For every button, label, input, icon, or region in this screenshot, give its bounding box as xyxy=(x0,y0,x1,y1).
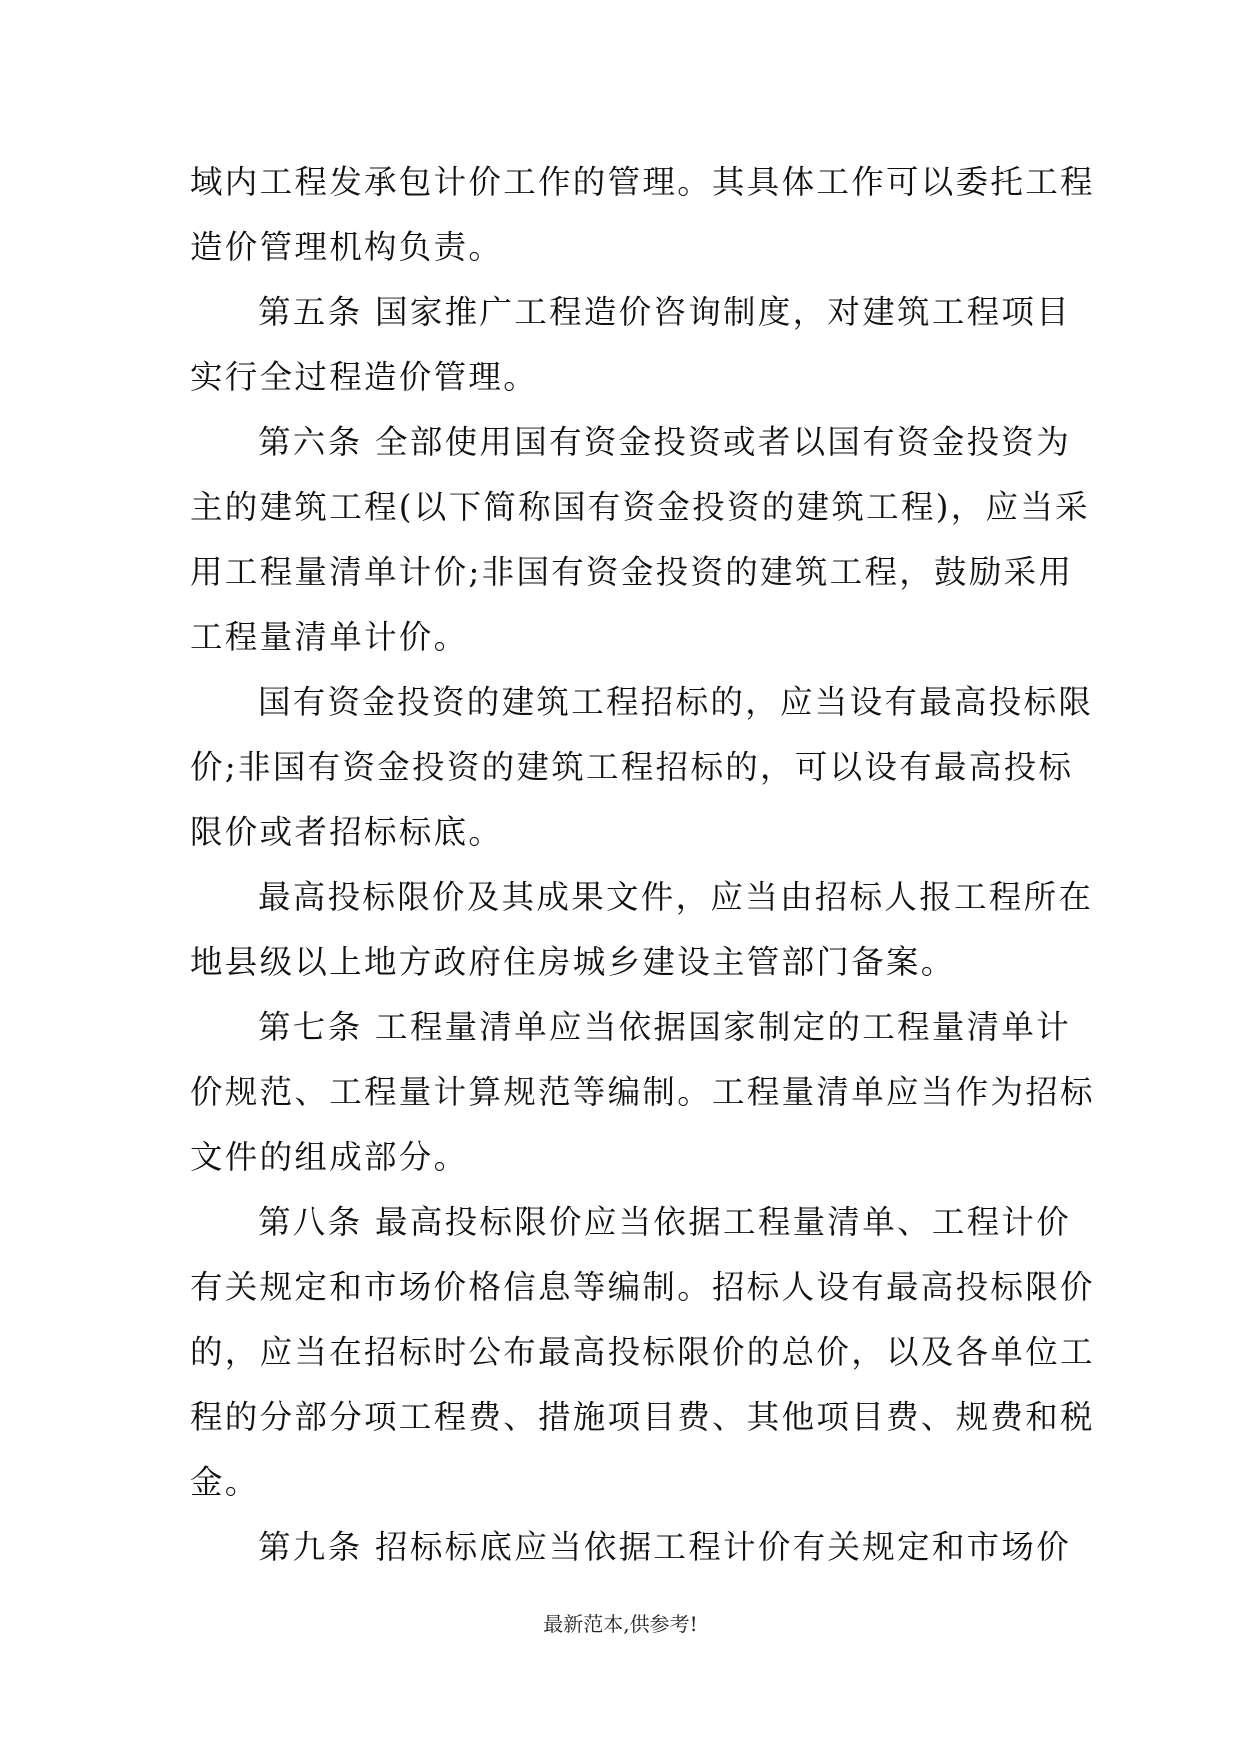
paragraph xyxy=(190,280,1072,410)
paragraph xyxy=(190,865,1094,995)
text-line: 文件的组成部分。 xyxy=(190,1138,469,1176)
text-line: 价;非国有资金投资的建筑工程招标的，可以设有最高投标 xyxy=(190,748,1074,786)
text-line: 主的建筑工程(以下简称国有资金投资的建筑工程)，应当采 xyxy=(190,488,1090,526)
text-line: 造价管理机构负责。 xyxy=(190,228,504,266)
text-line: 金。 xyxy=(190,1463,260,1501)
paragraph xyxy=(190,1190,1095,1515)
text-line: 的，应当在招标时公布最高投标限价的总价，以及各单位工 xyxy=(190,1333,1095,1371)
text-line: 价规范、工程量计算规范等编制。工程量清单应当作为招标 xyxy=(190,1073,1095,1111)
text-line: 限价或者招标标底。 xyxy=(190,813,504,851)
text-line: 国有资金投资的建筑工程招标的，应当设有最高投标限 xyxy=(258,683,1094,721)
text-line: 第七条 工程量清单应当依据国家制定的工程量清单计 xyxy=(258,1008,1072,1046)
text-line: 最高投标限价及其成果文件，应当由招标人报工程所在 xyxy=(258,878,1094,916)
paragraph xyxy=(190,1515,1072,1580)
text-line: 实行全过程造价管理。 xyxy=(190,358,539,396)
page-footer: 最新范本,供参考! xyxy=(543,1612,698,1636)
paragraph xyxy=(190,410,1090,670)
text-line: 工程量清单计价。 xyxy=(190,618,469,656)
text-line: 第六条 全部使用国有资金投资或者以国有资金投资为 xyxy=(258,423,1072,461)
paragraph xyxy=(190,995,1095,1190)
text-line: 第八条 最高投标限价应当依据工程量清单、工程计价 xyxy=(258,1203,1072,1241)
document-body xyxy=(190,150,1095,1580)
text-line: 用工程量清单计价;非国有资金投资的建筑工程，鼓励采用 xyxy=(190,553,1074,591)
text-line: 程的分部分项工程费、措施项目费、其他项目费、规费和税 xyxy=(190,1398,1095,1436)
text-line: 域内工程发承包计价工作的管理。其具体工作可以委托工程 xyxy=(190,163,1095,201)
paragraph xyxy=(190,670,1094,865)
text-line: 地县级以上地方政府住房城乡建设主管部门备案。 xyxy=(190,943,956,981)
paragraph xyxy=(190,150,1095,280)
text-line: 第九条 招标标底应当依据工程计价有关规定和市场价 xyxy=(258,1528,1072,1566)
text-line: 有关规定和市场价格信息等编制。招标人设有最高投标限价 xyxy=(190,1268,1095,1306)
text-line: 第五条 国家推广工程造价咨询制度，对建筑工程项目 xyxy=(258,293,1072,331)
